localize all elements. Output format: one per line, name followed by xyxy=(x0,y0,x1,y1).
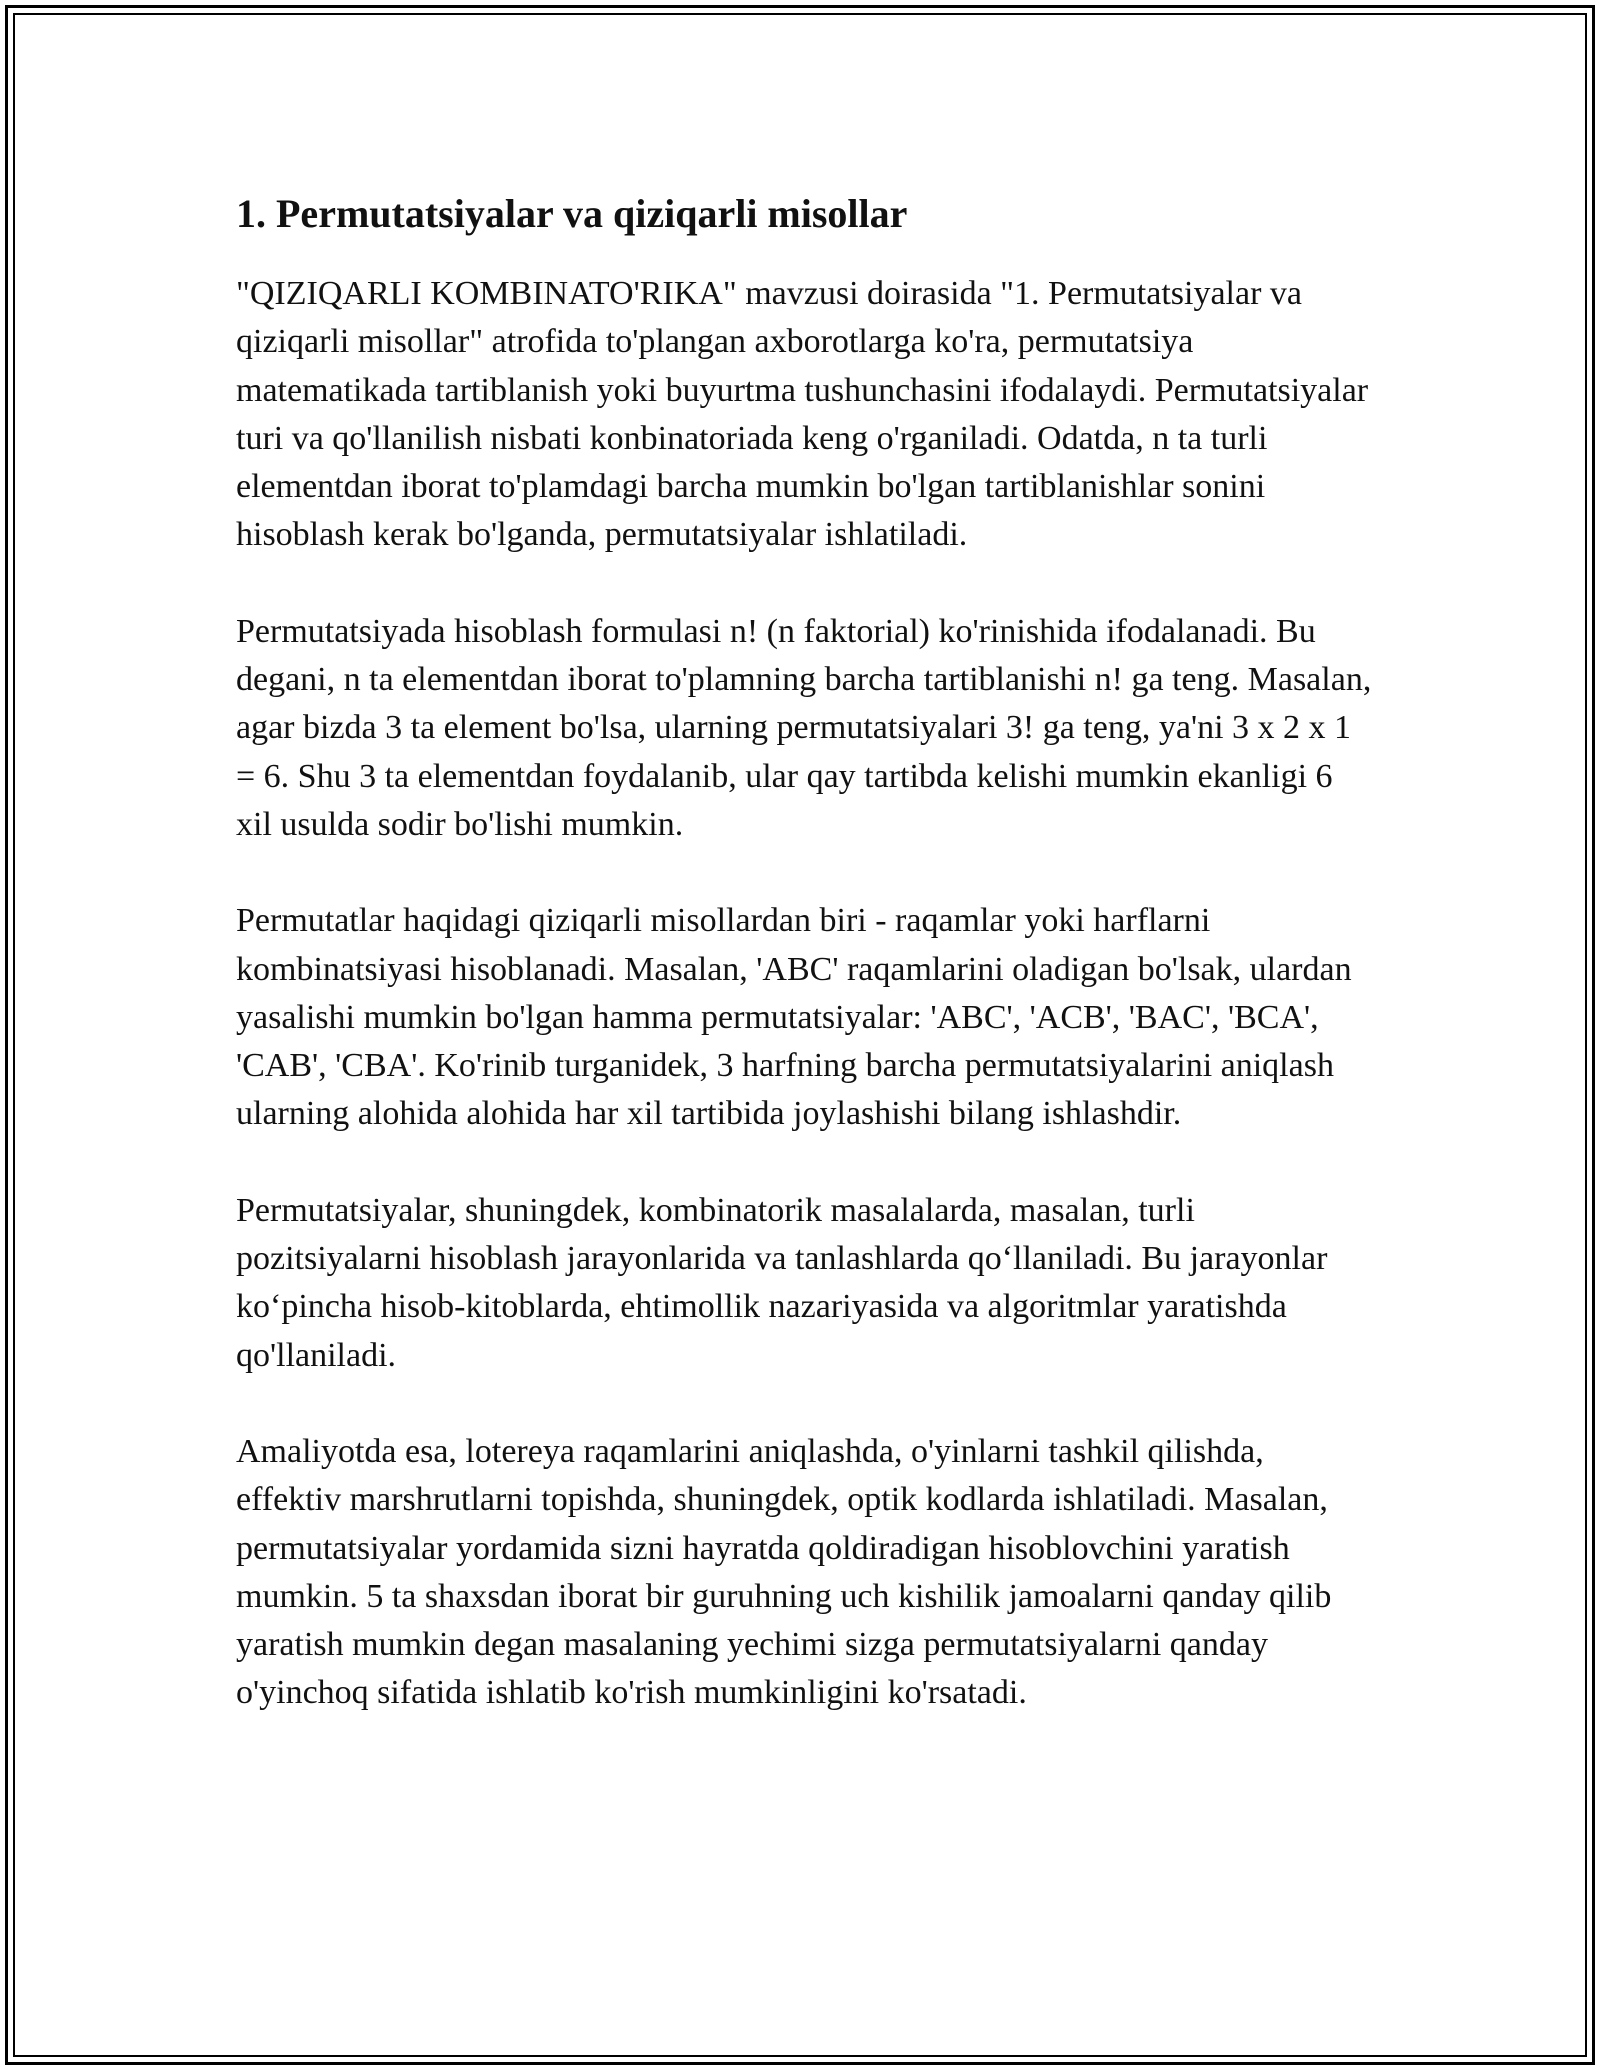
paragraph-examples: Permutatlar haqidagi qiziqarli misollardan biri - raqamlar yoki harflarni kombinatsiyasi hisoblanadi. Masalan, 'ABC' raqamlarini oladigan bo'lsak, ulardan yasalishi mumkin bo'lgan hamma permutatsiyalar: 'ABC', 'ACB', 'BAC', 'BCA', 'CAB', 'CBA'. Ko'rinib turganidek, 3 harfning barcha permutatsiyalarini aniqlash ularning alohida alohida har xil tartibida joylashishi bilang ishlashdir. xyxy=(236,902,1352,1133)
paragraph-applications: Permutatsiyalar, shuningdek, kombinatorik masalalarda, masalan, turli pozitsiyalarni hisoblash jarayonlarida va tanlashlarda qo‘llaniladi. Bu jarayonlar ko‘pincha hisob-kitoblarda, ehtimollik nazariyasida va algoritmlar yaratishda qo'llaniladi. xyxy=(236,1191,1328,1374)
document-body xyxy=(236,188,1376,1718)
paragraph-intro: "QIZIQARLI KOMBINATO'RIKA" mavzusi doirasida "1. Permutatsiyalar va qiziqarli misollar" atrofida to'plangan axborotlarga ko'ra, permutatsiya matematikada tartiblanish yoki buyurtma tushunchasini ifodalaydi. Permutatsiyalar turi va qo'llanilish nisbati konbinatoriada keng o'rganiladi. Odatda, n ta turli elementdan iborat to'plamdagi barcha mumkin bo'lgan tartiblanishlar sonini hisoblash kerak bo'lganda, permutatsiyalar ishlatiladi. xyxy=(236,275,1369,554)
paragraph-practice: Amaliyotda esa, lotereya raqamlarini aniqlashda, o'yinlarni tashkil qilishda, effektiv marshrutlarni topishda, shuningdek, optik kodlarda ishlatiladi. Masalan, permutatsiyalar yordamida sizni hayratda qoldiradigan hisoblovchini yaratish mumkin. 5 ta shaxsdan iborat bir guruhning uch kishilik jamoalarni qanday qilib yaratish mumkin degan masalaning yechimi sizga permutatsiyalarni qanday o'yinchoq sifatida ishlatib ko'rish mumkinligini ko'rsatadi. xyxy=(236,1432,1332,1712)
section-heading: 1. Permutatsiyalar va qiziqarli misollar xyxy=(236,191,908,236)
paragraph-formula: Permutatsiyada hisoblash formulasi n! (n faktorial) ko'rinishida ifodalanadi. Bu degani, n ta elementdan iborat to'plamning barcha tartiblanishi n! ga teng. Masalan, agar bizda 3 ta element bo'lsa, ularning permutatsiyalari 3! ga teng, ya'ni 3 x 2 x 1 = 6. Shu 3 ta elementdan foydalanib, ular qay tartibda kelishi mumkin ekanligi 6 xil usulda sodir bo'lishi mumkin. xyxy=(236,612,1372,843)
